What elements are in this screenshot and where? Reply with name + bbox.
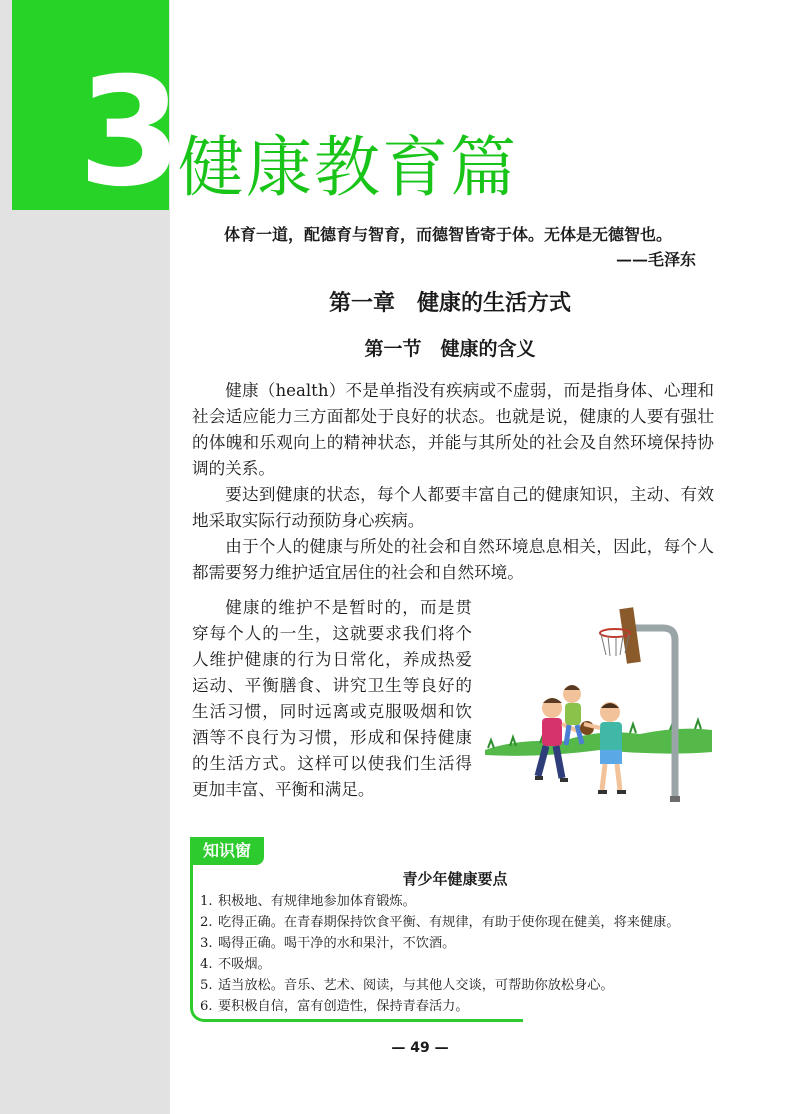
list-item: 5. 适当放松。音乐、艺术、阅读，与其他人交谈，可帮助你放松身心。 bbox=[200, 978, 614, 993]
paragraph: 健康的维护不是暂时的，而是贯穿每个人的一生，这就要求我们将个人维护健康的行为日常化，养成热爱运动、平衡膳食、讲究卫生等良好的生活习惯，同时远离或克服吸烟和饮酒等不良行为习惯，形成和保持健康的生活方式。这样可以使我们生活得更加丰富、平衡和满足。 bbox=[192, 598, 472, 799]
page-number: — 49 — bbox=[391, 1040, 449, 1056]
section-title: 第一节 健康的含义 bbox=[364, 338, 536, 360]
paragraph: 由于个人的健康与所处的社会和自然环境息息相关，因此，每个人都需要努力维护适宜居住的社会和自然环境。 bbox=[192, 537, 714, 582]
paragraph: 健康（health）不是单指没有疾病或不虚弱，而是指身体、心理和社会适应能力三方面都处于良好的状态。也就是说，健康的人要有强壮的体魄和乐观向上的精神状态，并能与其所处的社会及自然环境保持协调的关系。 bbox=[192, 381, 714, 478]
basketball-kids-illustration bbox=[480, 600, 715, 815]
chapter-number: 3 bbox=[78, 46, 179, 220]
epigraph-author: ——毛泽东 bbox=[615, 250, 696, 269]
knowledge-window-tab: 知识窗 bbox=[190, 837, 264, 865]
list-item: 2. 吃得正确。在青春期保持饮食平衡、有规律，有助于使你现在健美，将来健康。 bbox=[200, 915, 680, 930]
knowledge-list bbox=[200, 891, 720, 1017]
list-item: 4. 不吸烟。 bbox=[200, 957, 271, 972]
knowledge-window-title: 青少年健康要点 bbox=[402, 870, 508, 888]
body-text bbox=[192, 378, 714, 586]
list-item: 1. 积极地、有规律地参加体育锻炼。 bbox=[200, 894, 416, 909]
list-item: 6. 要积极自信，富有创造性，保持青春活力。 bbox=[200, 999, 469, 1014]
part-title: 健康教育篇 bbox=[178, 129, 518, 206]
chapter-title: 第一章 健康的生活方式 bbox=[328, 291, 571, 316]
paragraph: 要达到健康的状态，每个人都要丰富自己的健康知识，主动、有效地采取实际行动预防身心疾病。 bbox=[192, 485, 714, 530]
knowledge-window bbox=[190, 837, 720, 1022]
epigraph-quote: 体育一道，配德育与智育，而德智皆寄于体。无体是无德智也。 bbox=[224, 225, 673, 244]
wrapped-text bbox=[192, 595, 472, 803]
list-item: 3. 喝得正确。喝干净的水和果汁，不饮酒。 bbox=[200, 936, 456, 951]
